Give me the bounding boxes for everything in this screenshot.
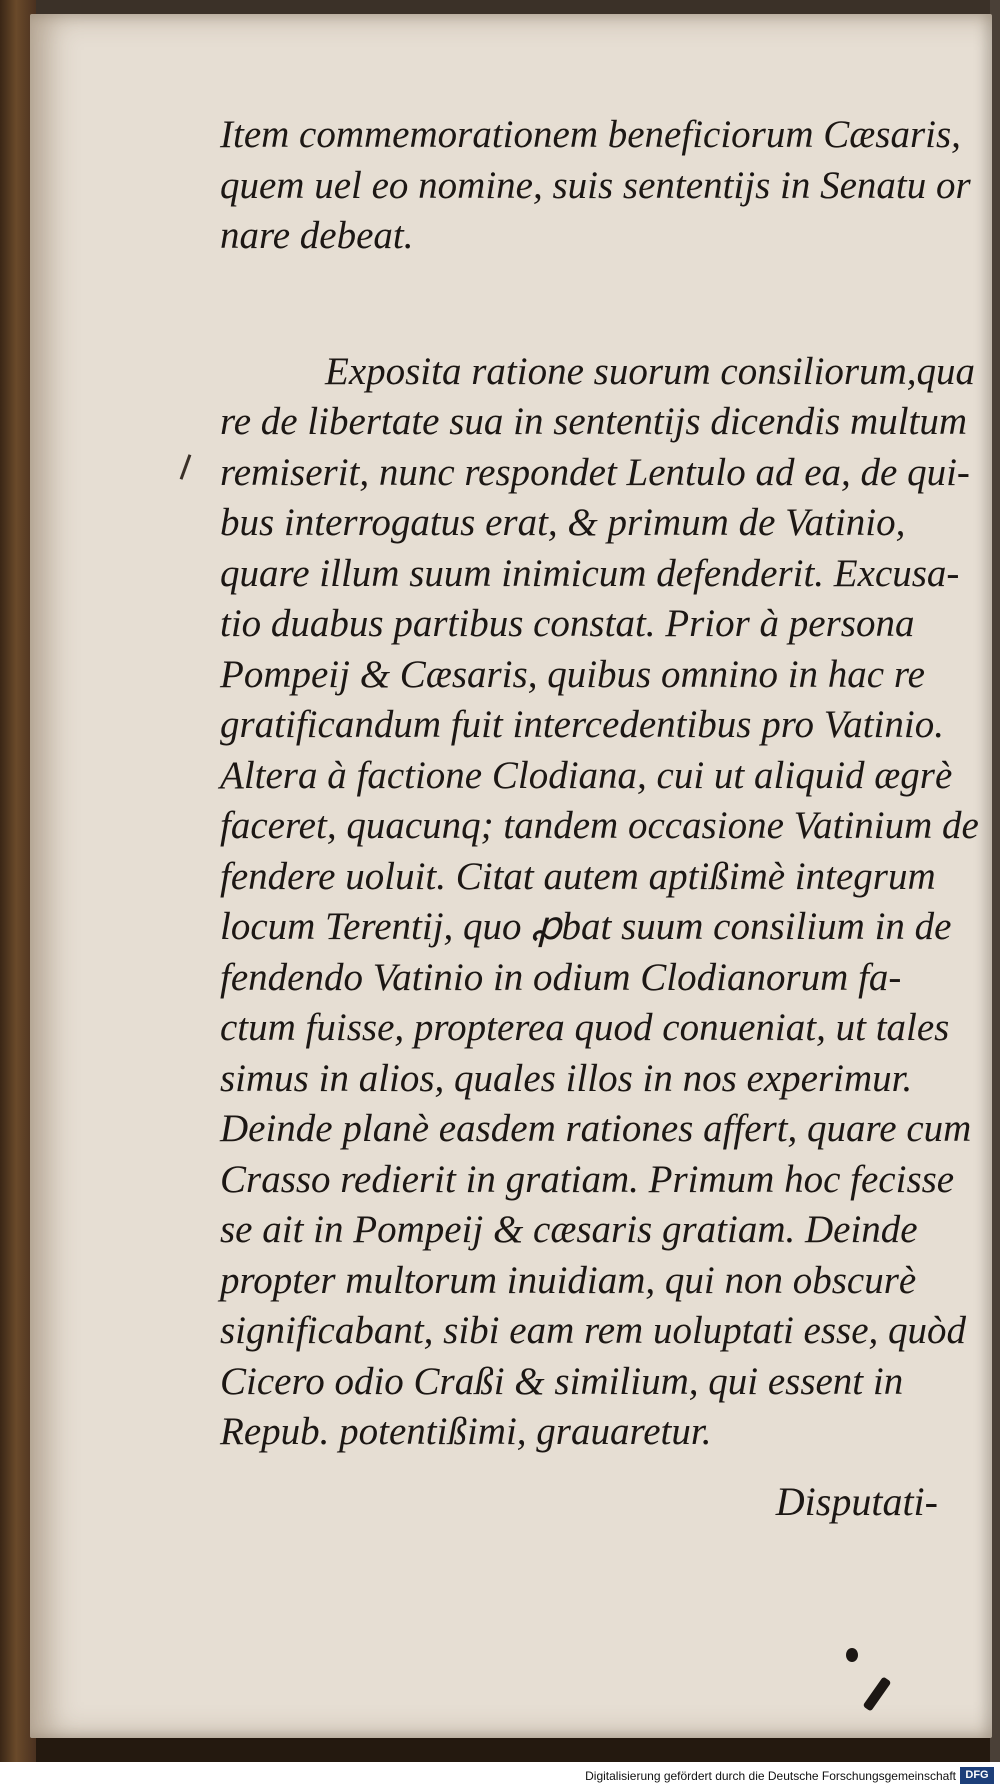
footer-bar (0, 1762, 1000, 1790)
paragraph-2 (220, 347, 979, 1458)
text-line: faceret, quacunq; tandem occasione Vatinium de (220, 804, 979, 847)
ink-dot (846, 1648, 858, 1662)
text-line: re de libertate sua in sententijs dicendis multum (220, 400, 968, 443)
text-line: Repub. potentißimi, grauaretur. (220, 1410, 712, 1453)
text-line: nare debeat. (220, 214, 414, 257)
text-line: Altera à factione Clodiana, cui ut aliquid ægrè (220, 753, 953, 797)
text-line: fendendo Vatinio in odium Clodianorum fa- (220, 955, 902, 999)
text-line: bus interrogatus erat, & primum de Vatinio, (220, 501, 906, 544)
text-line: se ait in Pompeij & cæsaris gratiam. Deinde (220, 1208, 918, 1251)
text-line: Cicero odio Craßi & similium, qui essent in (220, 1359, 904, 1403)
margin-mark (180, 454, 192, 479)
text-line: ctum fuisse, propterea quod conueniat, ut tales (220, 1006, 950, 1049)
paragraph-gap (220, 262, 945, 347)
text-line: locum Terentij, quo ꝓbat suum consilium in de (220, 905, 952, 948)
text-line: Item commemorationem beneficiorum Cæsaris, (220, 113, 961, 156)
page-text (220, 110, 979, 1458)
text-line: gratificandum fuit intercedentibus pro Vatinio. (220, 703, 944, 746)
text-line: significabant, sibi eam rem uoluptati esse, quòd (220, 1309, 967, 1352)
text-line: fendere uoluit. Citat autem aptißimè integrum (220, 854, 936, 898)
text-line: tio duabus partibus constat. Prior à persona (220, 602, 915, 645)
text-line: Crasso redierit in gratiam. Primum hoc fecisse (220, 1157, 955, 1201)
text-line: Exposita ratione suorum consiliorum,qua (325, 349, 975, 393)
footer-credit: Digitalisierung gefördert durch die Deutsche Forschungsgemeinschaft (585, 1769, 956, 1783)
text-line: Deinde planè easdem rationes affert, quare cum (220, 1107, 972, 1150)
paragraph-1 (220, 110, 971, 262)
text-line: remiserit, nunc respondet Lentulo ad ea, de qui- (220, 450, 970, 494)
text-line: propter multorum inuidiam, qui non obscurè (220, 1258, 917, 1302)
text-line: quare illum suum inimicum defenderit. Excusa- (220, 551, 960, 595)
catchword: Disputati- (775, 1479, 938, 1524)
text-line: Pompeij & Cæsaris, quibus omnino in hac re (220, 652, 925, 696)
text-line: simus in alios, quales illos in nos experimur. (220, 1056, 913, 1100)
dfg-logo: DFG (960, 1767, 994, 1784)
text-line: quem uel eo nomine, suis sententijs in Senatu or (220, 163, 971, 207)
